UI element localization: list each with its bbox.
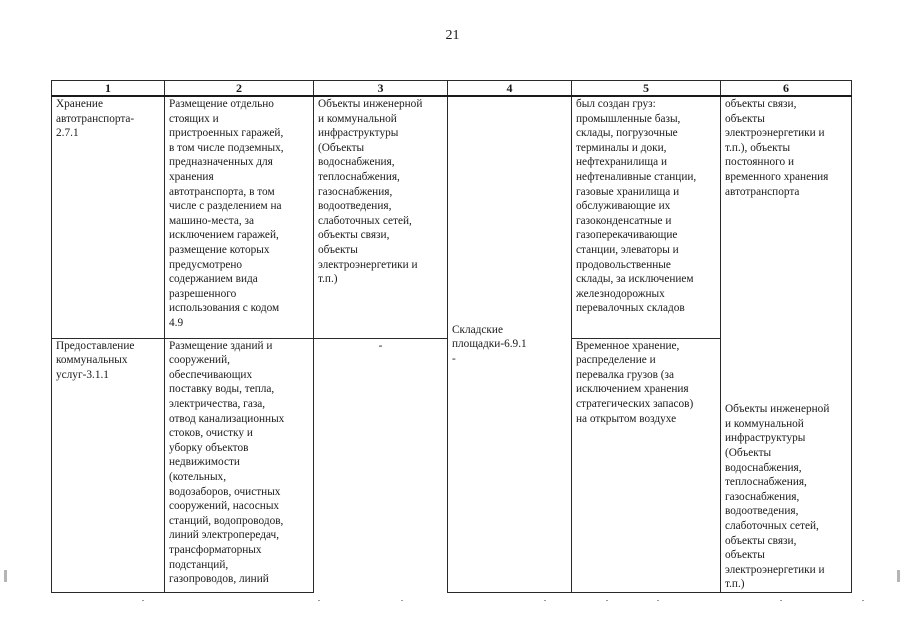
scan-dot (142, 600, 144, 601)
col4-text: Складские площадки-6.9.1 - (452, 323, 527, 365)
scan-edge-mark (4, 570, 7, 582)
header-cell-5: 5 (572, 81, 721, 97)
scan-dot (544, 600, 546, 601)
row2-col1-text: Предоставление коммунальных услуг-3.1.1 (56, 339, 135, 381)
scan-dot (401, 600, 403, 601)
col6-spacer (725, 199, 847, 402)
row2-col5-text: Временное хранение, распределение и перевалка грузов (за исключением хранения стратегических запасов) на открытом воздухе (576, 339, 694, 425)
col6-merged-cell (721, 96, 852, 592)
col6-bottom-text: Объекты инженерной и коммунальной инфраструктуры (Объекты водоснабжения, теплоснабжения, газоснабжения, водоотведения, слаботочных сетей, объекты связи, объекты электроэнергетики и т.п.) (725, 403, 830, 591)
col6-top-text: объекты связи, объекты электроэнергетики и т.п.), объекты постоянного и временного хранения автотранспорта (725, 98, 829, 198)
scan-dot (318, 600, 320, 601)
scan-dot (862, 600, 864, 601)
scan-dot (657, 600, 659, 601)
row2-col5 (572, 338, 721, 592)
page-number: 21 (445, 28, 460, 43)
row1-col2-text: Размещение отдельно стоящих и пристроенных гаражей, в том числе подземных, предназначенных для хранения автотранспорта, в том числе с разделением на машино-места, за исключением гаражей, размещение которых предусмотрено содержанием вида разрешенного использования с кодом 4.9 (169, 98, 284, 329)
row2-col1 (52, 338, 165, 592)
scan-dot (606, 600, 608, 601)
scan-noise (0, 600, 905, 606)
scan-dot (780, 600, 782, 601)
scan-edge-mark (897, 570, 900, 582)
header-cell-2: 2 (165, 81, 314, 97)
row2-col2-text: Размещение зданий и сооружений, обеспечивающих поставку воды, тепла, электричества, газа, отвод канализационных стоков, очистку и уборку объектов недвижимости (котельных, водозаборов, очистных сооружений, насосных станций, водопроводов, линий электропередач, трансформаторных подстанций, газопроводов, линий (169, 339, 285, 586)
table-row (52, 96, 852, 338)
header-cell-6: 6 (721, 81, 852, 97)
row1-col1 (52, 96, 165, 338)
row2-col2 (165, 338, 314, 592)
row1-col1-text: Хранение автотранспорта- 2.7.1 (56, 98, 135, 140)
row1-col5 (572, 96, 721, 338)
row1-col3 (314, 96, 448, 338)
header-cell-4: 4 (448, 81, 572, 97)
col4-merged-cell (448, 96, 572, 592)
row1-col2 (165, 96, 314, 338)
table-header-row (52, 81, 852, 97)
zoning-table (51, 80, 852, 593)
row2-col3 (314, 338, 448, 592)
header-cell-3: 3 (314, 81, 448, 97)
row1-col3-text: Объекты инженерной и коммунальной инфраструктуры (Объекты водоснабжения, теплоснабжения, газоснабжения, водоотведения, слаботочных сетей, объекты связи, объекты электроэнергетики и т.п.) (318, 98, 423, 286)
header-cell-1: 1 (52, 81, 165, 97)
row1-col5-text: был создан груз: промышленные базы, склады, погрузочные терминалы и доки, нефтехранилища и нефтеналивные станции, газовые хранилища и обслуживающие их газоконденсатные и газоперекачивающие станции, элеваторы и продовольственные склады, за исключением железнодорожных перевалочных складов (576, 98, 697, 315)
row2-col3-text: - (378, 339, 383, 352)
